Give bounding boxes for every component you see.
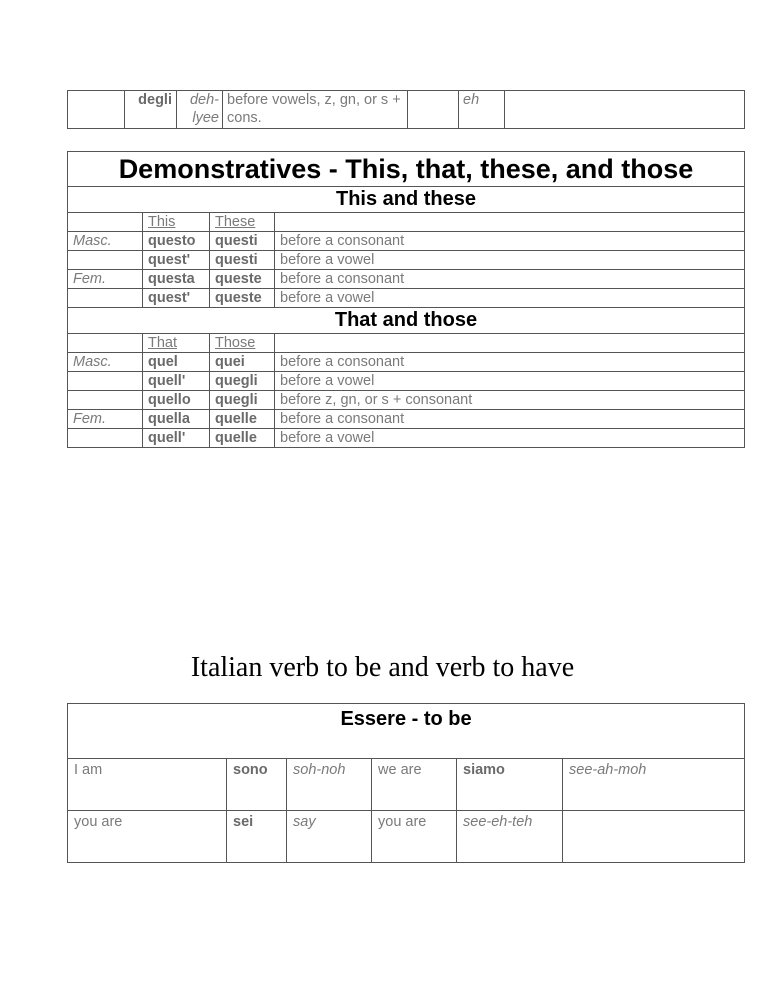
singular-form: quello [143,391,210,410]
table-row [68,372,745,391]
singular-form: quella [143,410,210,429]
plural-form: quegli [210,372,275,391]
usage-note: before a vowel [275,372,745,391]
plural-form: questi [210,232,275,251]
gender-label: Masc. [68,232,143,251]
usage-note: before a consonant [275,232,745,251]
italian-form: sei [227,811,287,863]
column-header-row [68,334,745,353]
cell-empty [68,91,125,129]
table-title: Essere - to be [68,704,745,759]
english-subject: I am [68,759,227,811]
gender-label [68,372,143,391]
pronunciation: soh-noh [287,759,372,811]
cell-empty [563,811,745,863]
english-subject: you are [68,811,227,863]
pronunciation: see-eh-teh [457,811,563,863]
italian-form: siamo [457,759,563,811]
table-row [68,353,745,372]
header-cell: These [210,213,275,232]
section-heading: This and these [68,187,745,213]
usage-note: before a vowel [275,251,745,270]
cell-empty [408,91,459,129]
table-row [68,410,745,429]
page-heading: Italian verb to be and verb to have [190,652,575,683]
singular-form: quest' [143,251,210,270]
gender-label: Fem. [68,270,143,289]
plural-form: quelle [210,429,275,448]
header-cell: Those [210,334,275,353]
singular-form: quel [143,353,210,372]
article-pronunciation: deh-lyee [177,91,223,129]
pronunciation: see-ah-moh [563,759,745,811]
article-usage: before vowels, z, gn, or s + cons. [223,91,408,129]
gender-label: Fem. [68,410,143,429]
plural-form: queste [210,289,275,308]
usage-note: before a consonant [275,353,745,372]
article-pronunciation-2: eh [459,91,505,129]
header-cell [275,213,745,232]
italian-form: sono [227,759,287,811]
header-cell: This [143,213,210,232]
table-row [68,811,745,863]
plural-form: quegli [210,391,275,410]
essere-table [67,703,745,863]
plural-form: questi [210,251,275,270]
header-cell [68,334,143,353]
gender-label [68,289,143,308]
table-row [68,91,745,129]
singular-form: quell' [143,372,210,391]
table-row [68,251,745,270]
header-cell [68,213,143,232]
gender-label: Masc. [68,353,143,372]
table-row [68,759,745,811]
gender-label [68,429,143,448]
cell-empty [505,91,745,129]
table-row [68,289,745,308]
column-header-row [68,213,745,232]
table-row [68,270,745,289]
table-row [68,232,745,251]
usage-note: before a consonant [275,410,745,429]
english-subject: we are [372,759,457,811]
plural-form: quelle [210,410,275,429]
english-subject: you are [372,811,457,863]
singular-form: quell' [143,429,210,448]
demonstratives-table [67,151,745,448]
usage-note: before z, gn, or s + consonant [275,391,745,410]
singular-form: questa [143,270,210,289]
article-word: degli [125,91,177,129]
singular-form: quest' [143,289,210,308]
usage-note: before a vowel [275,289,745,308]
plural-form: queste [210,270,275,289]
table-title: Demonstratives - This, that, these, and those [68,152,745,187]
gender-label [68,251,143,270]
section-heading: That and those [68,308,745,334]
header-cell: That [143,334,210,353]
usage-note: before a vowel [275,429,745,448]
singular-form: questo [143,232,210,251]
articles-table [67,90,745,129]
header-cell [275,334,745,353]
plural-form: quei [210,353,275,372]
usage-note: before a consonant [275,270,745,289]
gender-label [68,391,143,410]
table-row [68,391,745,410]
table-row [68,429,745,448]
pronunciation: say [287,811,372,863]
